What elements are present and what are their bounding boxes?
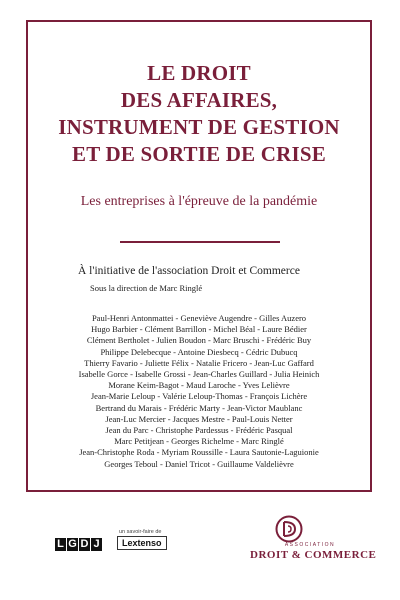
- author-list: [26, 313, 372, 470]
- author-row: Isabelle Gorce - Isabelle Grossi - Jean-Charles Guillard - Julia Heinich: [78, 369, 320, 380]
- lextenso-tagline: un savoir-faire de: [119, 529, 162, 535]
- lgdj-letter: G: [68, 538, 77, 550]
- association-label: ASSOCIATION: [284, 542, 336, 548]
- title-line: ET DE SORTIE DE CRISE: [72, 142, 326, 166]
- author-row: Bertrand du Marais - Frédéric Marty - Jean-Victor Maublanc: [95, 402, 303, 413]
- direction-line: Sous la direction de Marc Ringlé: [90, 283, 203, 293]
- title-line: DES AFFAIRES,: [120, 88, 278, 112]
- author-row: Jean-Christophe Roda - Myriam Roussille - Laura Sautonie-Laguionie: [79, 447, 319, 458]
- droit-commerce-emblem-icon: [275, 515, 303, 543]
- author-row: Thierry Favario - Juliette Félix - Natalie Fricero - Jean-Luc Gaffard: [84, 357, 314, 368]
- book-title: [26, 60, 372, 168]
- lgdj-logo: [55, 538, 102, 551]
- book-subtitle: Les entreprises à l'épreuve de la pandémie: [80, 194, 318, 209]
- lgdj-letter: D: [80, 538, 89, 550]
- lextenso-name: Lextenso: [117, 536, 167, 550]
- author-row: Jean-Marie Leloup - Valérie Leloup-Thomas - François Lichère: [90, 391, 308, 402]
- lgdj-letter: J: [91, 538, 102, 551]
- author-row: Jean du Parc - Christophe Pardessus - Frédéric Pasqual: [105, 425, 293, 436]
- lgdj-letter: L: [55, 538, 66, 551]
- association-name: DROIT & COMMERCE: [250, 549, 377, 561]
- divider: [120, 241, 280, 243]
- author-row: Philippe Delebecque - Antoine Diesbecq - Cédric Dubucq: [100, 346, 298, 357]
- author-row: Marc Petitjean - Georges Richelme - Marc Ringlé: [114, 436, 284, 447]
- author-row: Georges Teboul - Daniel Tricot - Guillaume Valdelièvre: [104, 458, 294, 469]
- title-line: LE DROIT: [147, 61, 251, 85]
- author-row: Hugo Barbier - Clément Barrillon - Michel Béal - Laure Bédier: [91, 324, 307, 335]
- lextenso-logo: [117, 529, 167, 550]
- author-row: Jean-Luc Mercier - Jacques Mestre - Paul-Louis Netter: [105, 413, 293, 424]
- author-row: Morane Keim-Bagot - Maud Laroche - Yves Lelièvre: [108, 380, 290, 391]
- title-line: INSTRUMENT DE GESTION: [58, 115, 340, 139]
- author-row: Clément Bertholet - Julien Boudon - Marc Bruschi - Frédéric Buy: [86, 335, 312, 346]
- author-row: Paul-Henri Antonmattei - Geneviève Augendre - Gilles Auzero: [91, 313, 307, 323]
- initiative-line: À l'initiative de l'association Droit et Commerce: [78, 265, 300, 277]
